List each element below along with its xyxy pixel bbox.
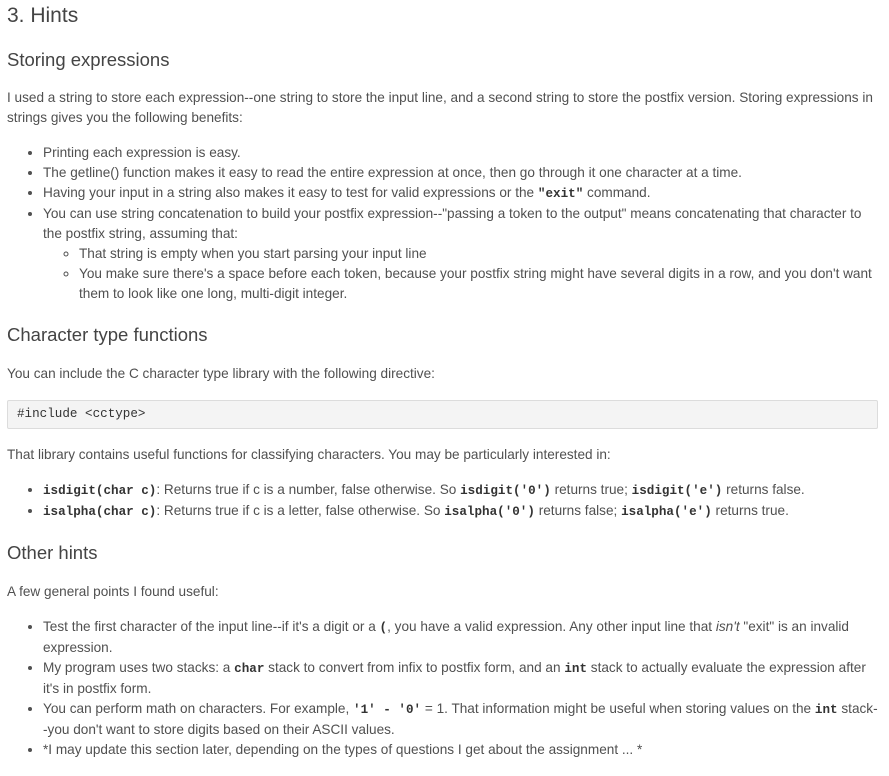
code: isdigit('0'): [460, 484, 551, 498]
text: command.: [583, 185, 651, 200]
text: Test the first character of the input line--if it's a digit or a: [43, 619, 380, 634]
exit-code: "exit": [537, 187, 584, 201]
other-list: [7, 617, 879, 760]
include-code-block: #include <cctype>: [7, 400, 878, 429]
code: isalpha('0'): [444, 505, 535, 519]
emphasis: isn't: [715, 619, 740, 634]
list-item: [43, 699, 879, 740]
sub-list-item: ◦ You make sure there's a space before each token, because your postfix string might have several digits in a row, and you don't want them to look like one long, multi-digit integer.: [79, 264, 879, 304]
chartype-intro: You can include the C character type library with the following directive:: [7, 366, 435, 381]
code: isdigit('e'): [631, 484, 723, 498]
list-item: [43, 617, 879, 658]
code: '1' - '0': [353, 703, 422, 717]
text: : Returns true if c is a number, false otherwise. So: [156, 482, 461, 497]
text: returns false;: [534, 503, 622, 518]
sub-list: [43, 244, 879, 304]
other-intro: A few general points I found useful:: [7, 584, 219, 599]
text: stack to convert from infix to postfix form, and an: [264, 660, 565, 675]
list-item: [43, 183, 879, 204]
text: returns true;: [550, 482, 632, 497]
text: returns false.: [722, 482, 805, 497]
code: int: [814, 703, 838, 717]
isdigit-signature: isdigit(char c): [43, 484, 157, 498]
storing-heading: Storing expressions: [7, 49, 170, 70]
text: returns true.: [711, 503, 789, 518]
code: int: [564, 662, 588, 676]
list-item: • The getline() function makes it easy to read the entire expression at once, then go through it one character at a time.: [43, 163, 879, 183]
list-item: • Printing each expression is easy.: [43, 143, 879, 163]
chartype-list: [7, 480, 879, 522]
page-title: 3. Hints: [7, 4, 79, 27]
text: stack to actually evaluate the expression after it's in postfix form.: [43, 660, 866, 696]
text: You can perform math on characters. For example,: [43, 701, 354, 716]
text: My program uses two stacks: a: [43, 660, 235, 675]
sub-list-item: ◦ That string is empty when you start parsing your input line: [79, 244, 879, 264]
other-heading: Other hints: [7, 542, 98, 563]
list-item-isdigit: [43, 480, 879, 501]
text: Having your input in a string also makes it easy to test for valid expressions or the: [43, 185, 538, 200]
storing-list: [7, 143, 879, 304]
text: : Returns true if c is a letter, false otherwise. So: [156, 503, 445, 518]
chartype-after: That library contains useful functions for classifying characters. You may be particularly interested in:: [7, 447, 611, 462]
code: (: [379, 621, 388, 635]
text: You can use string concatenation to build your postfix expression--"passing a token to the output" means concatenating that character to the postfix string, assuming that:: [43, 206, 862, 241]
list-item: • *I may update this section later, depending on the types of questions I get about the assignment ... *: [43, 740, 879, 760]
text: "exit" is an invalid expression.: [43, 619, 849, 655]
text: = 1. That information might be useful when storing values on the: [421, 701, 815, 716]
code: isalpha('e'): [621, 505, 712, 519]
chartype-heading: Character type functions: [7, 324, 208, 345]
isalpha-signature: isalpha(char c): [43, 505, 157, 519]
list-item: [43, 204, 879, 304]
storing-intro: I used a string to store each expression--one string to store the input line, and a second string to store the postfix version. Storing expressions in strings gives you the following benefits:: [7, 90, 873, 125]
code: char: [234, 662, 265, 676]
text: stack--you don't want to store digits based on their ASCII values.: [43, 701, 878, 737]
text: , you have a valid expression. Any other input line that: [387, 619, 716, 634]
list-item-isalpha: [43, 501, 879, 522]
list-item: [43, 658, 879, 699]
